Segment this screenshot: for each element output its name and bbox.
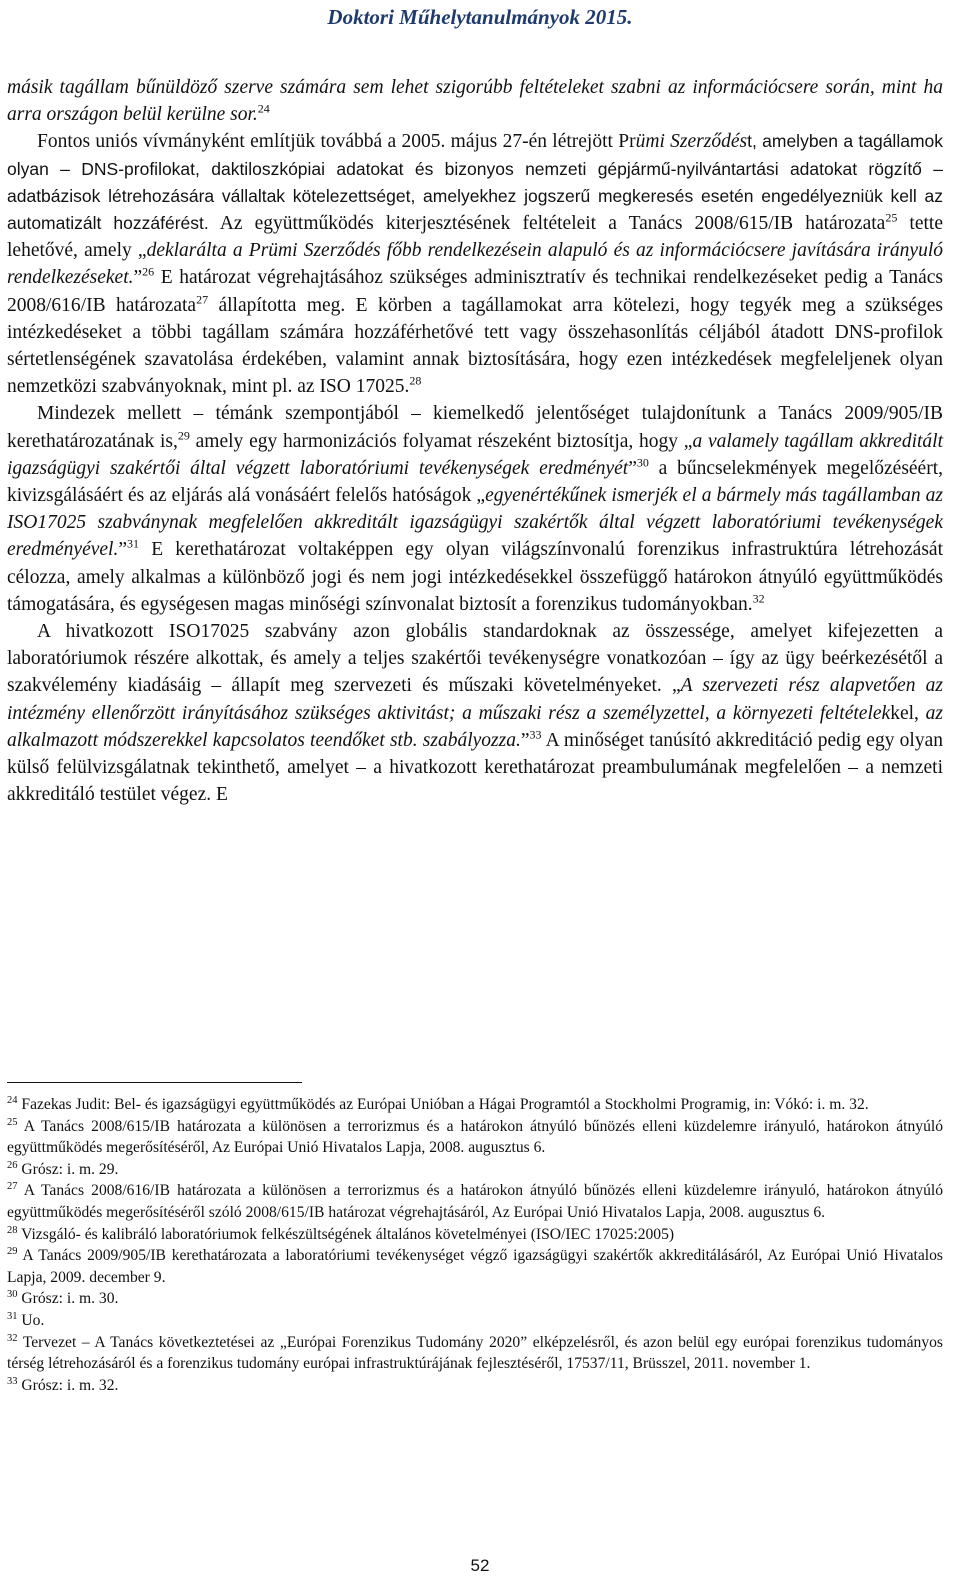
footnote-item: $^{29}$ A Tanács 2009/905/IB kerethatározata a laboratóriumi tevékenységet végző igazságügyi szakértők akkreditálásáról, Az Európai Unió Hivatalos Lapja, 2009. december 9. [7, 1245, 943, 1286]
main-text [7, 74, 943, 808]
paragraph-1: másik tagállam bűnüldöző szerve számára sem lehet szigorúbb feltételeket szabni az információcsere során, mint ha arra országon belül kerülne sor.$^{24}$ [7, 77, 943, 126]
footnote-item: $^{28}$ Vizsgáló- és kalibráló laboratóriumok felkészültségének általános követelményei (ISO/IEC 17025:2005) [7, 1224, 675, 1243]
footnote-ref-32[interactable]: 32 [752, 591, 765, 606]
footnote-item: $^{30}$ Grósz: i. m. 30. [7, 1289, 119, 1308]
footnote-ref-28[interactable]: 28 [409, 373, 422, 388]
paragraph-3: Mindezek mellett – témánk szempontjából – kiemelkedő jelentőséget tulajdonítunk a Tanács 2009/905/IB kerethatározatának is,$^{29}$ amely egy harmonizációs folyamat részeként biztosítja, hogy „a valamely tagállam akkreditált igazságügyi szakértői által végzett laboratóriumi tevékenységek eredményét”$^{30}$ a bűncselekmények megelőzéséért, kivizsgálásáért és az eljárás alá vonásáért felelős hatóságok „egyenértékűnek ismerjék el a bármely más tagállamban az ISO17025 szabványnak megfelelően akkreditált igazságügyi szakértők által végzett laboratóriumi tevékenységek eredményével.”$^{31}$ E kerethatározat voltaképpen egy olyan világszínvonalú forenzikus infrastruktúra létrehozását célozza, amely alkalmas a különböző jogi és nem jogi intézkedésekkel összefüggő határokon átnyúló együttműködés támogatására, és egységesen magas minőségi színvonalat biztosít a forenzikus tudományokban.$^{32}$ [7, 403, 944, 615]
footnote-ref-26[interactable]: 26 [142, 264, 155, 279]
footnote-ref-25[interactable]: 25 [885, 210, 898, 225]
footnote-item: $^{32}$ Tervezet – A Tanács következtetései az „Európai Forenzikus Tudomány 2020” elképzelésről, és azon belül egy európai forenzikus tudományos térség létrehozásáról és a forenzikus tudomány európai infrastruktúrájának fejlesztéséről, 17537/11, Brüsszel, 2011. november 1. [7, 1332, 944, 1373]
paragraph-2: Fontos uniós vívmányként említjük továbbá a 2005. május 27-én létrejött Prümi Szerződést, amelyben a tagállamok olyan – DNS-profilokat, daktiloszkópiai adatokat és bizonyos nemzeti gépjármű-nyilvántartási adatokat rögzítő – adatbázisok létrehozására vállaltak kötelezettséget, amelyekhez jogszerű megkeresés esetén engedélyezniük kell az automatizált hozzáférést. Az együttműködés kiterjesztésének feltételeit a Tanács 2008/615/IB határozata$^{25}$ tette lehetővé, amely „deklarálta a Prümi Szerződés főbb rendelkezésein alapuló és az információcsere javítására irányuló rendelkezéseket.”$^{26}$ E határozat végrehajtásához szükséges adminisztratív és technikai rendelkezéseket pedig a Tanács 2008/616/IB határozata$^{27}$ állapította meg. E körben a tagállamokat arra kötelezi, hogy tegyék meg a szükséges intézkedéseket a többi tagállam számára hozzáférhetővé tett vagy összehasonlítás céljából átadott DNS-profilok sértetlenségének szavatolása érdekében, valamint annak biztosítására, hogy ezen intézkedések megfeleljenek olyan nemzetközi szabványoknak, mint pl. az ISO 17025.28 [7, 131, 943, 398]
running-header: Doktori Műhelytanulmányok 2015. [327, 5, 633, 29]
footnote-ref-29[interactable]: 29 [177, 428, 190, 443]
footnote-ref-31[interactable]: 31 [126, 536, 139, 551]
footnote-ref-30[interactable]: 30 [636, 455, 649, 470]
footnote-item: $^{26}$ Grósz: i. m. 29. [7, 1159, 119, 1178]
page-number: 52 [470, 1556, 490, 1575]
footnotes [7, 1094, 943, 1396]
footnote-item: $^{33}$ Grósz: i. m. 32. [7, 1375, 119, 1394]
paragraph-4: A hivatkozott ISO17025 szabvány azon globális standardoknak az összessége, amelyet kifejezetten a laboratóriumok részére alkottak, és amely a teljes szakértői tevékenységre vonatkozóan – így az ügy beérkezésétől a szakvélemény kiadásáig – állapít meg szervezeti és műszaki követelményeket. „A szervezeti rész alapvetően az intézmény ellenőrzött irányításához szükséges aktivitást; a műszaki rész a személyzettel, a környezeti feltételekkel, az alkalmazott módszerekkel kapcsolatos teendőket stb. szabályozza.”$^{33}$ A minőséget tanúsító akkreditáció pedig egy olyan külső felülvizsgálatnak tekinthető, amelyet – a hivatkozott kerethatározat preambulumának megfelelően – a nemzeti akkreditáló testület végez. E [7, 621, 943, 806]
footnote-item: $^{31}$ Uo. [7, 1310, 45, 1329]
footnote-item: $^{27}$ A Tanács 2008/616/IB határozata a különösen a terrorizmus és a határokon átnyúló bűnözés elleni küzdelemre irányuló, határokon átnyúló együttműködés megerősítéséről szóló 2008/615/IB határozat végrehajtásáról, Az Európai Unió Hivatalos Lapja, 2008. augusztus 6. [7, 1181, 943, 1221]
footnote-ref-27[interactable]: 27 [196, 292, 209, 307]
footnote-ref-33[interactable]: 33 [529, 727, 542, 742]
footnote-ref-24[interactable]: 24 [257, 101, 270, 116]
footnote-item: $^{24}$ Fazekas Judit: Bel- és igazságügyi együttműködés az Európai Unióban a Hágai Programtól a Stockholmi Programig, in: Vókó: i. m. 32. [7, 1094, 869, 1113]
footnote-item: $^{25}$ A Tanács 2008/615/IB határozata a különösen a terrorizmus és a határokon átnyúló bűnözés elleni küzdelemre irányuló, határokon átnyúló együttműködés megerősítéséről, Az Európai Unió Hivatalos Lapja, 2008. augusztus 6. [7, 1116, 943, 1157]
footnote-separator [7, 1082, 302, 1083]
